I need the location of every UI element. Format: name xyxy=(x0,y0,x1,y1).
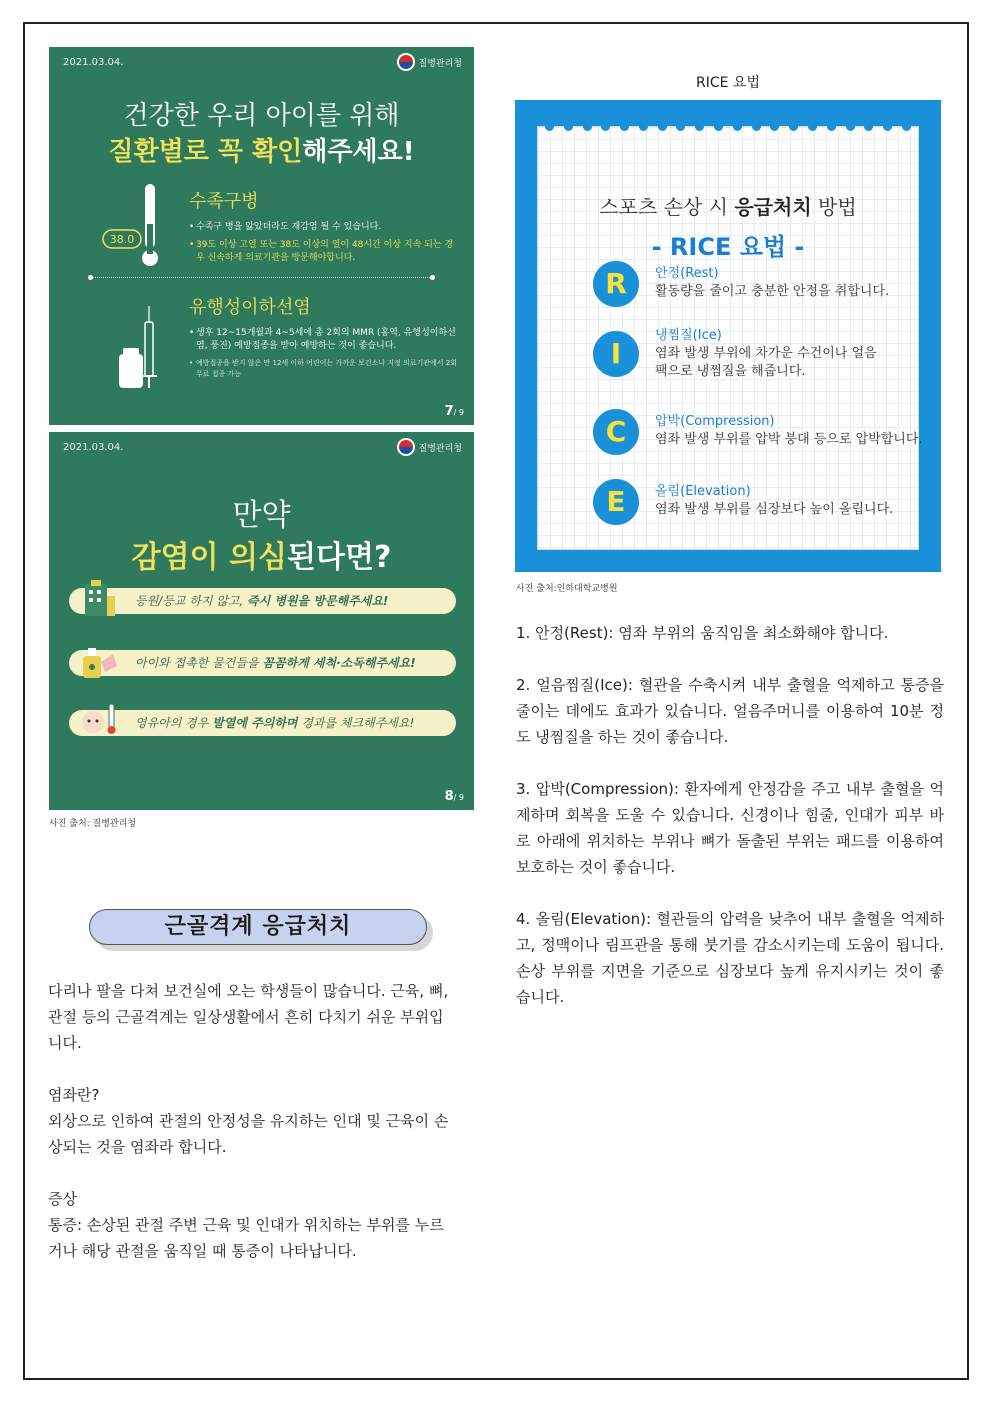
letter: C xyxy=(596,412,636,452)
pill-text: 등원/등교 하지 않고, xyxy=(135,594,248,608)
bullet-item: • 생후 12~15개월과 4~5세에 총 2회의 MMR (홍역, 유행성이하선염, 풍진) 예방접종을 받아 예방하는 것이 좋습니다. xyxy=(189,327,459,353)
letter: R xyxy=(596,264,636,304)
rice-subtitle xyxy=(538,191,918,220)
photo-caption-kdca: 사진 출처: 질병관리청 xyxy=(49,819,137,829)
pill-text: 경과를 체크해주세요! xyxy=(297,716,415,730)
item-name: 안정(Rest) xyxy=(655,266,719,281)
item-name: 냉찜질(Ice) xyxy=(655,328,722,343)
baby-thermometer-icon xyxy=(79,700,119,740)
hospital-icon xyxy=(79,578,119,618)
title-rest: 된다면? xyxy=(287,540,392,575)
symptoms-body: 통증: 손상된 관절 주변 근육 및 인대가 위치하는 부위를 누르거나 해당 관절을 움직일 때 통증이 나타납니다. xyxy=(48,1216,444,1260)
pill-text-bold: 즉시 병원을 방문해주세요! xyxy=(247,594,389,608)
bullet-note: • 예방접종을 받지 않은 만 12세 이하 어린이는 가까운 보건소나 지정 의료기관에서 2회 무료 접종 가능 xyxy=(189,358,459,380)
advice-pill-hospital xyxy=(69,588,456,614)
item-desc: 염좌 발생 부위를 압박 붕대 등으로 압박합니다. xyxy=(655,432,923,447)
thermo-reading: 38.0 xyxy=(109,233,135,246)
item-desc: 염좌 발생 부위를 심장보다 높이 올립니다. xyxy=(655,502,894,517)
letter-badge xyxy=(593,409,639,455)
pill-text: 영유아의 경우 xyxy=(135,716,213,730)
section-heading xyxy=(89,909,435,949)
page-number: 8 xyxy=(444,789,454,804)
title-rest: 해주세요! xyxy=(302,137,415,167)
advice-pill-fever xyxy=(69,710,456,736)
symptoms-title: 증상 xyxy=(48,1190,77,1208)
page-indicator xyxy=(445,789,464,804)
poster-date: 2021.03.04. xyxy=(63,57,124,68)
rice-explanation xyxy=(516,620,944,1036)
page-indicator xyxy=(445,404,464,419)
poster-title-line1: 만약 xyxy=(232,498,291,533)
poster-diseases-check xyxy=(49,47,474,425)
sprain-title: 염좌란? xyxy=(48,1086,100,1104)
thermometer-icon xyxy=(101,182,171,272)
section-hfmd xyxy=(189,187,459,270)
notepad-holes xyxy=(537,122,919,132)
section-title: 수족구병 xyxy=(189,191,259,212)
sanitizer-icon xyxy=(79,640,119,680)
symptoms xyxy=(48,1186,453,1264)
poster-if-infected xyxy=(49,432,474,810)
rice-infographic xyxy=(515,100,941,572)
poster-date: 2021.03.04. xyxy=(63,442,124,453)
notepad-paper xyxy=(537,126,923,550)
subtitle-text: 방법 xyxy=(811,195,857,219)
section-mumps xyxy=(189,293,459,385)
intro-paragraph: 다리나 팔을 다쳐 보건실에 오는 학생들이 많습니다. 근육, 뼈, 관절 등의 근골격계는 일상생활에서 흔히 다치기 쉬운 부위입니다. xyxy=(48,982,449,1052)
rice-paragraph: 2. 얼음찜질(Ice): 혈관을 수축시켜 내부 출혈을 억제하고 통증을 줄이는 데에도 효과가 있습니다. 얼음주머니를 이용하여 10분 정도 냉찜질을 하는 것이 좋습니다. xyxy=(516,676,944,746)
item-name: 올림(Elevation) xyxy=(655,484,751,499)
letter-badge xyxy=(593,479,639,525)
rice-paragraph: 3. 압박(Compression): 환자에게 안정감을 주고 내부 출혈을 억제하며 회복을 도울 수 있습니다. 신경이나 힘줄, 인대가 피부 바로 아래에 위치하는 부위나 뼈가 돌출된 부위는 패드를 이용하여 보호하는 것이 좋습니다. xyxy=(516,780,944,876)
advice-pill-disinfect xyxy=(69,650,456,676)
kdca-logo xyxy=(397,438,462,456)
poster-title-line2 xyxy=(49,131,474,168)
org-name: 질병관리청 xyxy=(418,443,462,454)
rice-title: RICE 요법 xyxy=(696,75,760,91)
bullet-item: • 39도 이상 고열 또는 38도 이상의 열이 48시간 이상 지속 되는 경우 신속하게 의료기관을 방문해야합니다. xyxy=(189,239,459,265)
page-number: 7 xyxy=(444,404,454,419)
poster-title-line2 xyxy=(49,532,474,576)
kdca-logo xyxy=(397,53,462,71)
subtitle-bold: 응급처치 xyxy=(734,195,812,219)
rice-item-text xyxy=(655,483,893,519)
page-total: / 9 xyxy=(453,793,464,802)
taegeuk-icon xyxy=(397,438,415,456)
photo-caption-inha: 사진 출처:인하대학교병원 xyxy=(516,584,618,594)
title-highlight: 질환별로 꼭 확인 xyxy=(108,137,303,167)
rice-main-heading: - RICE 요법 - xyxy=(651,233,805,261)
letter-badge xyxy=(593,261,639,307)
item-name: 압박(Compression) xyxy=(655,414,775,429)
rice-paragraph: 4. 올림(Elevation): 혈관들의 압력을 낮추어 내부 출혈을 억제하고, 정맥이나 림프관을 통해 붓기를 감소시키는데 도움이 됩니다. 손상 부위를 지면을 기준으로 심장보다 높게 유지시키는 것이 좋습니다. xyxy=(516,910,944,1006)
taegeuk-icon xyxy=(397,53,415,71)
rice-item-text xyxy=(655,265,889,301)
rice-item-text xyxy=(655,327,885,381)
pill-text-bold: 꼼꼼하게 세척·소독해주세요! xyxy=(262,656,416,670)
letter: I xyxy=(596,334,636,374)
title-highlight: 감염이 의심 xyxy=(131,540,287,575)
subtitle-text: 스포츠 손상 시 xyxy=(599,195,735,219)
rice-item-text xyxy=(655,413,923,449)
letter: E xyxy=(596,482,636,522)
letter-badge xyxy=(593,331,639,377)
sprain-definition xyxy=(48,1082,453,1160)
bullet-item: • 수족구 병을 앓았더라도 재감염 될 수 있습니다. xyxy=(189,221,459,234)
org-name: 질병관리청 xyxy=(418,58,462,69)
item-desc: 염좌 발생 부위에 차가운 수건이나 얼음팩으로 냉찜질을 해줍니다. xyxy=(655,346,877,379)
page-total: / 9 xyxy=(453,408,464,417)
syringe-vial-icon xyxy=(117,302,167,392)
pill-text: 아이와 접촉한 물건들을 xyxy=(135,656,263,670)
pill-text-bold: 발열에 주의하며 xyxy=(212,716,298,730)
item-desc: 활동량을 줄이고 충분한 안정을 취합니다. xyxy=(655,284,890,299)
section-title: 유행성이하선염 xyxy=(189,297,311,318)
rice-paragraph: 1. 안정(Rest): 염좌 부위의 움직임을 최소화해야 합니다. xyxy=(516,624,889,642)
section-divider xyxy=(91,277,432,278)
sprain-body: 외상으로 인하여 관절의 안정성을 유지하는 인대 및 근육이 손상되는 것을 염좌라 합니다. xyxy=(48,1112,449,1156)
musculoskeletal-text xyxy=(48,978,453,1290)
heading-text: 근골격계 응급처치 xyxy=(89,909,427,945)
poster-title-line1: 건강한 우리 아이를 위해 xyxy=(123,101,400,131)
